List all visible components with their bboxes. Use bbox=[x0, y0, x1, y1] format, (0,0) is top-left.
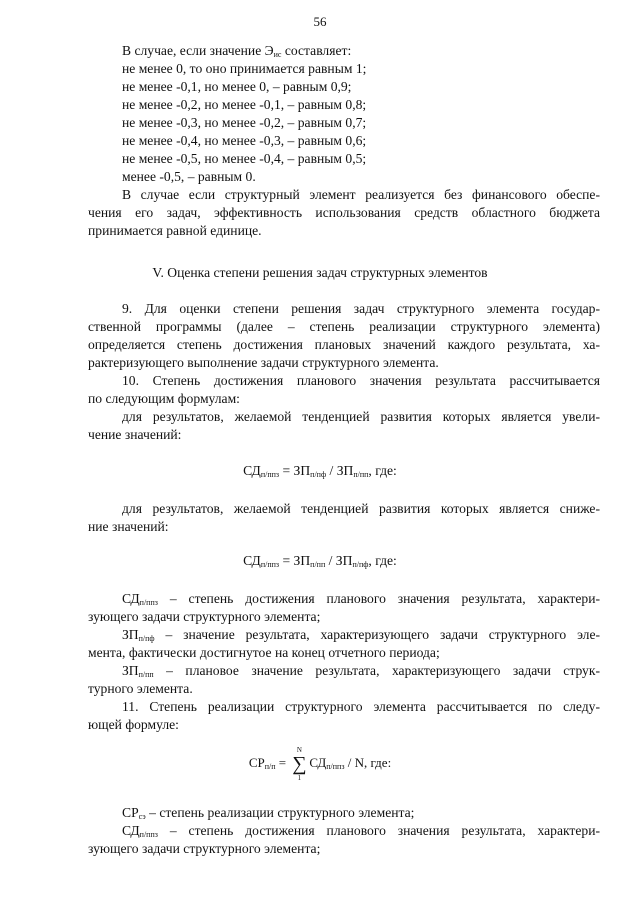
definition-line: $СД_{п/ппз}$ – степень достижения планового значения результата, характери- bbox=[122, 591, 600, 607]
formula-decrease: $СД_{п/ппз} = ЗП_{п/пп} / ЗП_{п/пф}$, где: bbox=[243, 553, 397, 569]
paragraph-line: 10. Степень достижения планового значения результата рассчитывается bbox=[122, 373, 600, 388]
paragraph-line: 11. Степень реализации структурного элемента рассчитывается по следу- bbox=[122, 699, 600, 714]
paragraph-line: ние значений: bbox=[88, 519, 169, 534]
paragraph-line: по следующим формулам: bbox=[88, 391, 240, 406]
paragraph-line: В случае если структурный элемент реализуется без финансового обеспе- bbox=[122, 187, 600, 202]
definition-line: $ЗП_{п/пф}$ – значение результата, характеризующего задачи структурного эле- bbox=[122, 627, 600, 643]
condition-line: не менее -0,1, но менее 0, – равным 0,9; bbox=[122, 79, 352, 94]
definition-line: зующего задачи структурного элемента; bbox=[88, 841, 321, 856]
condition-intro: В случае, если значение $Э_{ис}$ составляет: bbox=[122, 43, 352, 59]
definition-line: $ЗП_{п/пп}$ – плановое значение результата, характеризующего задачи струк- bbox=[122, 663, 600, 679]
definition-line: мента, фактически достигнутое на конец отчетного периода; bbox=[88, 645, 440, 660]
paragraph-line: рактеризующего выполнение задачи структурного элемента. bbox=[88, 355, 439, 370]
definition-line: турного элемента. bbox=[88, 681, 193, 696]
sum-upper-limit: N bbox=[296, 746, 302, 754]
paragraph-line: определяется степень достижения плановых значений каждого результата, ха- bbox=[88, 337, 600, 352]
section-title: V. Оценка степени решения задач структурных элементов bbox=[152, 265, 488, 280]
sum-sign: N ∑ 1 bbox=[292, 746, 307, 782]
definition-line: $СР_{сэ}$ – степень реализации структурного элемента; bbox=[122, 805, 415, 821]
paragraph-line: ственной программы (далее – степень реализации структурного элемента) bbox=[88, 319, 600, 334]
condition-line: не менее -0,3, но менее -0,2, – равным 0,7; bbox=[122, 115, 367, 130]
condition-line: не менее -0,4, но менее -0,3, – равным 0,6; bbox=[122, 133, 367, 148]
definition-line: $СД_{п/ппз}$ – степень достижения планового значения результата, характери- bbox=[122, 823, 600, 839]
formula-increase: $СД_{п/ппз} = ЗП_{п/пф} / ЗП_{п/пп}$, где: bbox=[243, 463, 397, 479]
paragraph-line: ющей формуле: bbox=[88, 717, 179, 732]
condition-line: не менее -0,2, но менее -0,1, – равным 0,8; bbox=[122, 97, 367, 112]
condition-line: не менее 0, то оно принимается равным 1; bbox=[122, 61, 367, 76]
paragraph-line: 9. Для оценки степени решения задач структурного элемента государ- bbox=[122, 301, 600, 316]
sum-lower-limit: 1 bbox=[297, 774, 302, 782]
definition-line: зующего задачи структурного элемента; bbox=[88, 609, 321, 624]
condition-line: не менее -0,5, но менее -0,4, – равным 0,5; bbox=[122, 151, 367, 166]
formula-sum: $СР_{п/п}$ = N ∑ 1 $СД_{п/ппз}$ / N, где: bbox=[248, 746, 392, 782]
paragraph-line: чения его задач, эффективность использования средств областного бюджета bbox=[88, 205, 600, 220]
condition-line: менее -0,5, – равным 0. bbox=[122, 169, 256, 184]
paragraph-line: чение значений: bbox=[88, 427, 182, 442]
page-number: 56 bbox=[313, 14, 327, 29]
paragraph-line: принимается равной единице. bbox=[88, 223, 262, 238]
paragraph-line: для результатов, желаемой тенденцией развития которых является увели- bbox=[122, 409, 600, 424]
paragraph-line: для результатов, желаемой тенденцией развития которых является сниже- bbox=[122, 501, 600, 516]
